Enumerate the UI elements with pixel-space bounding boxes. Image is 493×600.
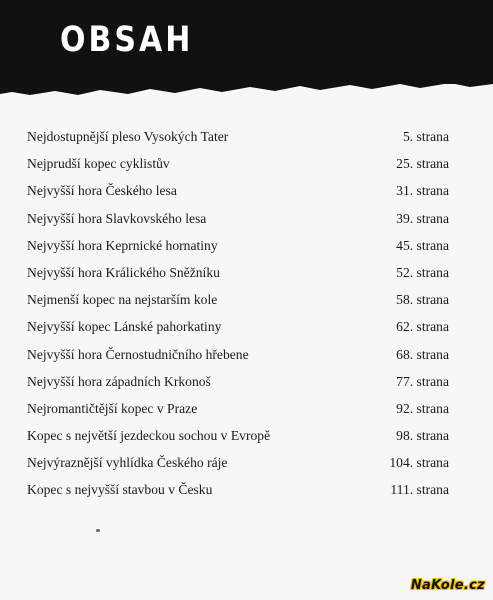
toc-entry-page: 62. strana (396, 319, 449, 335)
toc-entry (27, 211, 449, 238)
toc-entry-title: Nejmenší kopec na nejstarším kole (27, 292, 218, 308)
watermark-logo: NaKole.cz (410, 578, 485, 593)
toc-entry (27, 238, 449, 265)
toc-entry (27, 347, 449, 374)
toc-entry-page: 58. strana (396, 292, 449, 308)
toc-entry-page: 111. strana (390, 482, 449, 498)
toc-entry-title: Nejvyšší hora Slavkovského lesa (27, 210, 207, 226)
toc-entry (27, 455, 449, 482)
toc-entry-title: Kopec s nejvyšší stavbou v Česku (27, 482, 213, 498)
toc-entry (27, 482, 449, 509)
toc-entry-title: Nejvýraznější vyhlídka Českého ráje (27, 455, 228, 471)
page-title: OBSAH (60, 20, 194, 61)
toc-entry-title: Nejvyšší hora Králického Sněžníku (27, 264, 220, 280)
toc-entry-title: Nejromantičtější kopec v Praze (27, 400, 198, 416)
toc-entry (27, 265, 449, 292)
toc-entry-page: 68. strana (396, 346, 449, 362)
banner-torn-edge (0, 70, 493, 96)
toc-entry (27, 156, 449, 183)
toc-entry-page: 92. strana (396, 400, 449, 416)
toc-entry-title: Kopec s největší jezdeckou sochou v Evropě (27, 428, 271, 444)
toc-entry (27, 374, 449, 401)
table-of-contents (27, 129, 449, 510)
toc-entry (27, 319, 449, 346)
scan-speck (96, 529, 100, 532)
toc-entry (27, 292, 449, 319)
toc-entry-page: 25. strana (396, 156, 449, 172)
toc-entry (27, 183, 449, 210)
toc-entry-page: 45. strana (396, 237, 449, 253)
toc-entry-title: Nejvyšší hora Keprnické hornatiny (27, 237, 218, 253)
toc-entry-page: 77. strana (396, 373, 449, 389)
toc-entry-title: Nejvyšší hora Černostudničního hřebene (27, 346, 249, 362)
toc-entry-title: Nejdostupnější pleso Vysokých Tater (27, 129, 229, 144)
toc-entry (27, 401, 449, 428)
toc-entry-title: Nejvyšší hora Českého lesa (27, 183, 177, 199)
toc-entry-title: Nejvyšší kopec Lánské pahorkatiny (27, 319, 222, 335)
toc-entry-page: 98. strana (396, 428, 449, 444)
toc-entry-page: 39. strana (396, 210, 449, 226)
toc-entry-title: Nejprudší kopec cyklistův (27, 156, 170, 172)
toc-entry-page: 52. strana (396, 264, 449, 280)
toc-entry-page: 5. strana (402, 129, 449, 144)
toc-entry-title: Nejvyšší hora západních Krkonoš (27, 373, 211, 389)
toc-entry (27, 428, 449, 455)
toc-entry-page: 31. strana (396, 183, 449, 199)
toc-entry (27, 129, 449, 156)
toc-entry-page: 104. strana (389, 455, 449, 471)
